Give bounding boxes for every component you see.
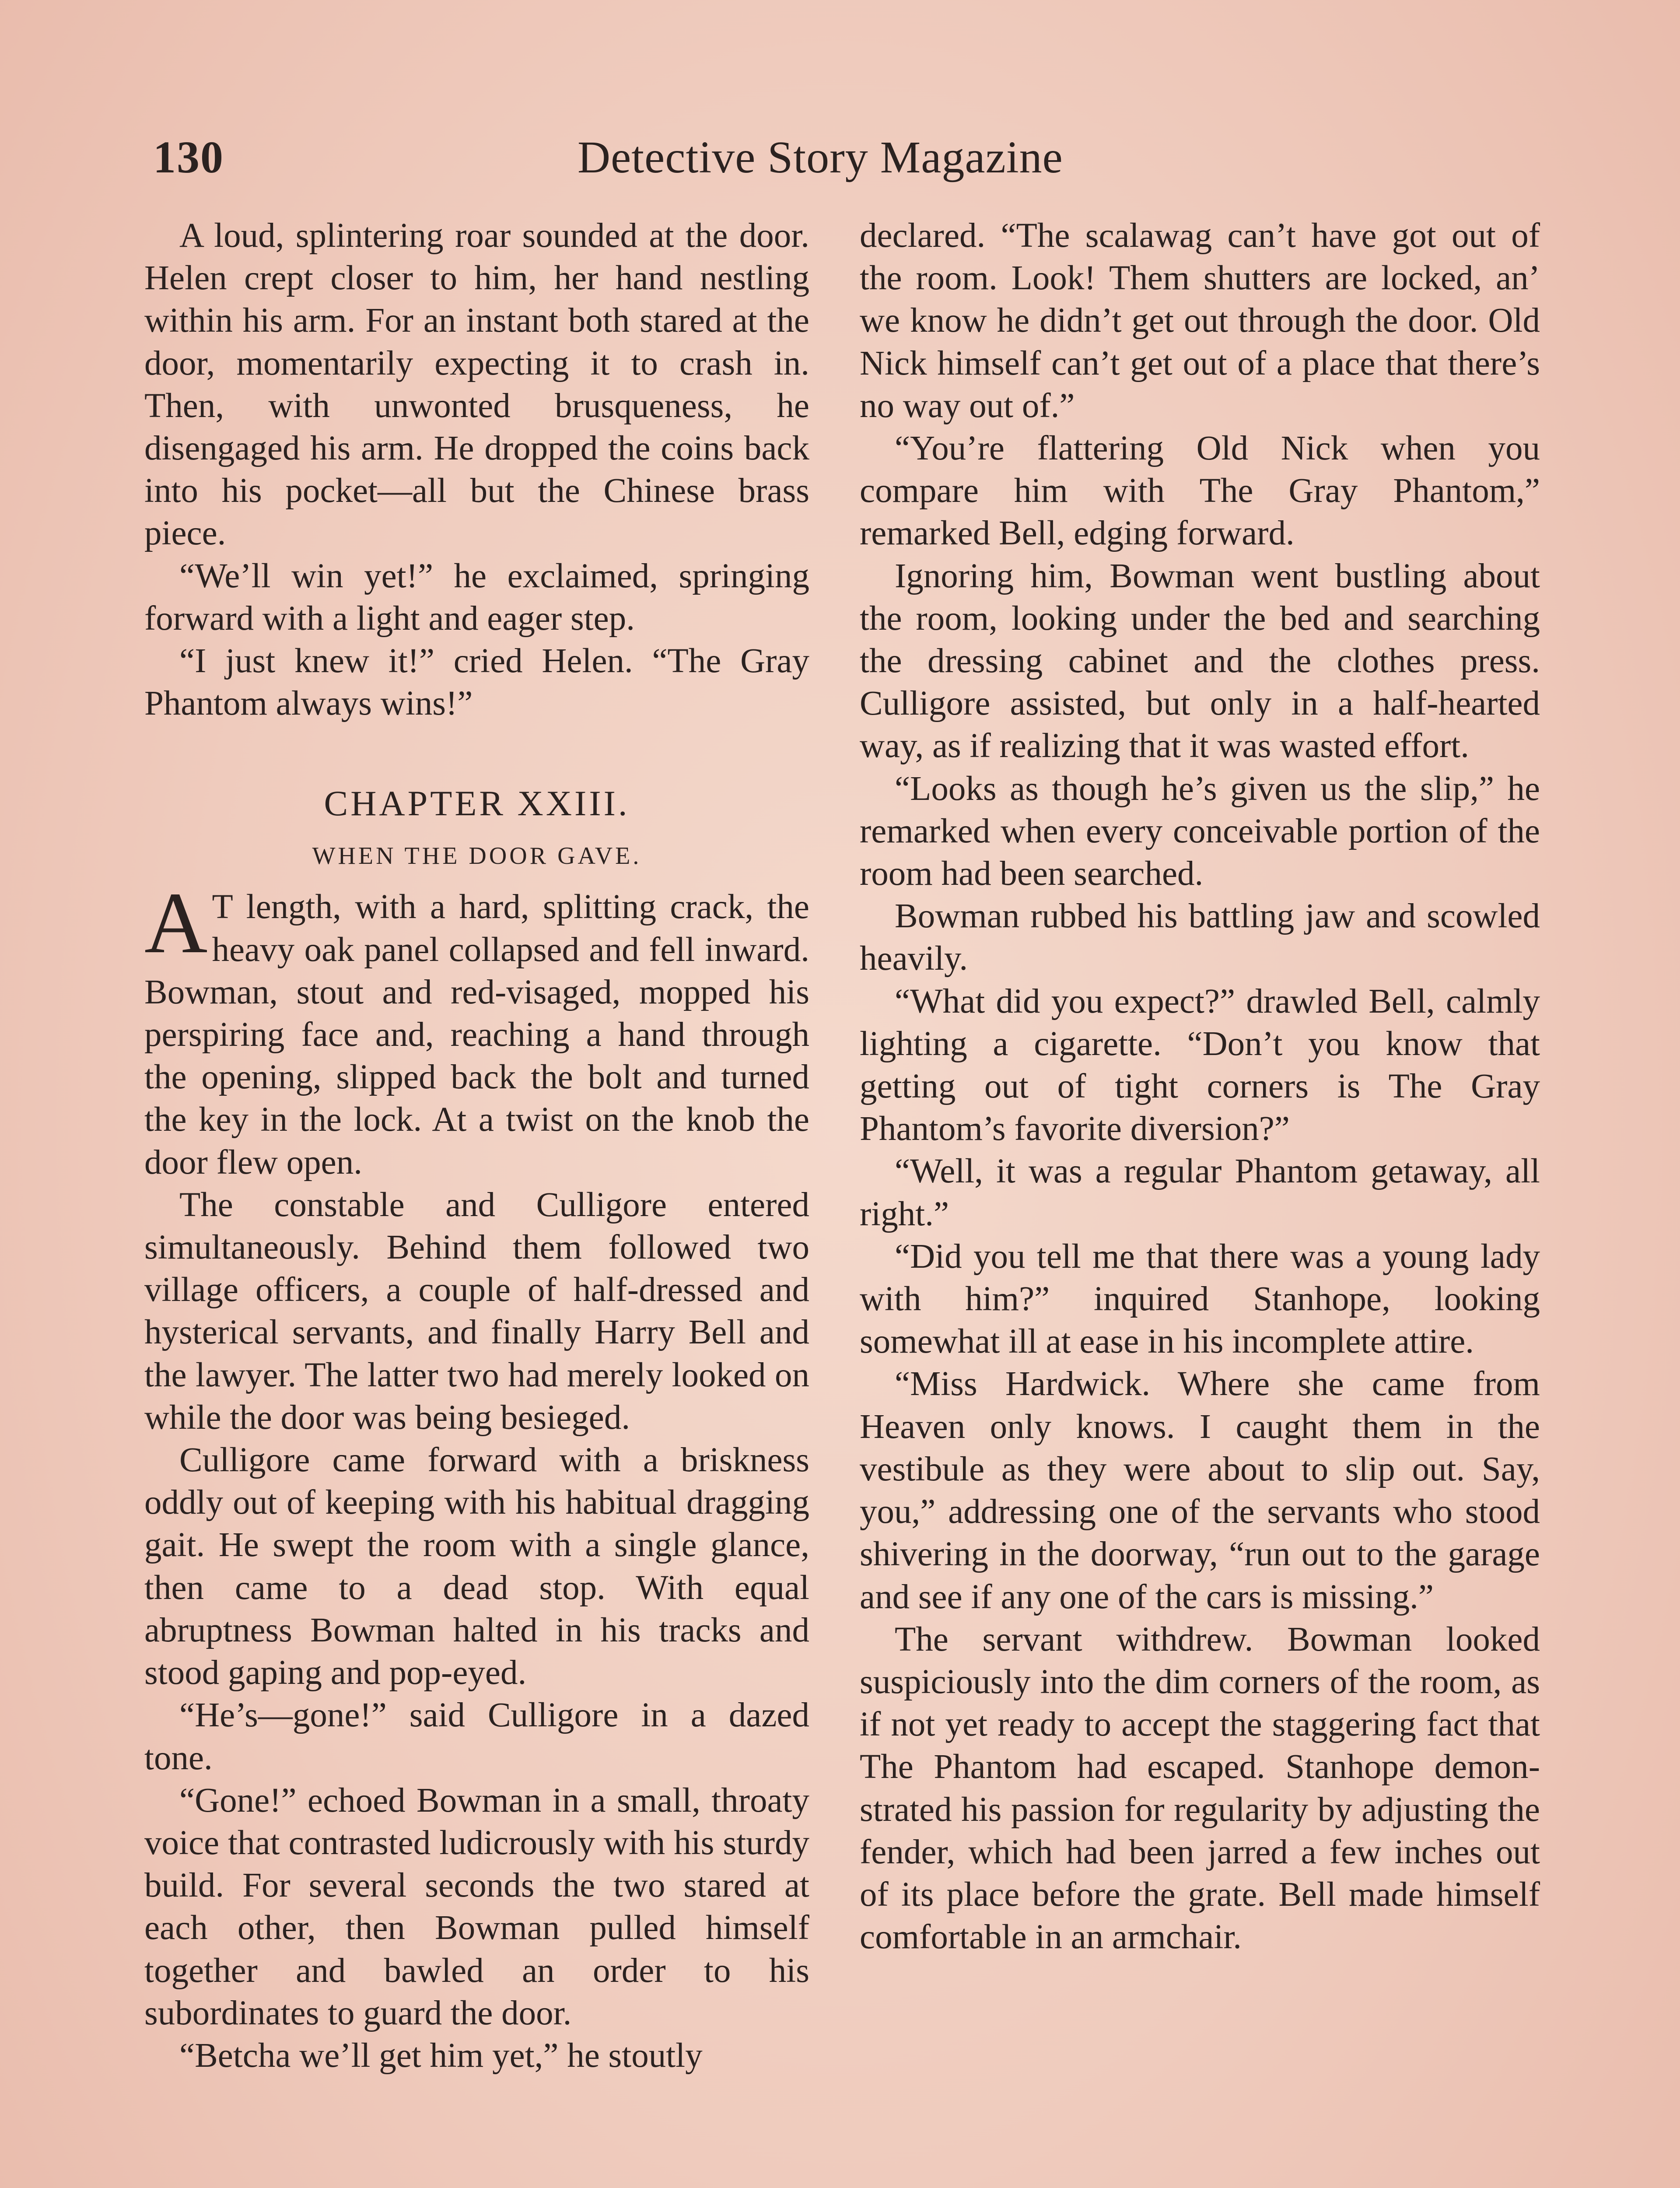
chapter-title: CHAPTER XXIII. [324, 783, 630, 824]
drop-cap: A [144, 875, 208, 972]
left-column [144, 214, 809, 2077]
paragraph: “You’re flattering Old Nick when you compare him with The Gray Phantom,” remarked Bell, edging forward. [860, 429, 1540, 553]
chapter-subtitle: WHEN THE DOOR GAVE. [312, 842, 642, 870]
paragraph: “Betcha we’ll get him yet,” he stoutly [179, 2036, 703, 2075]
paragraph: “He’s—gone!” said Culligore in a dazed tone. [144, 1696, 809, 1777]
chapter-opening-paragraph [144, 875, 809, 1183]
paragraph-text: T length, with a hard, splitting crack, the heavy oak panel collapsed and fell inward. Bowman, stout and red-visaged, mopped his perspiring face and, reaching a hand through the opening, slipped back the bolt and turned the key in the lock. At a twist on the knob the door flew open. [144, 888, 809, 1182]
paragraph: “What did you expect?” drawled Bell, calmly lighting a cigarette. “Don’t you know that getting out of tight corners is The Gray Phantom’s favorite diversion?” [860, 982, 1540, 1148]
paragraph: The servant withdrew. Bowman looked suspiciously into the dim corners of the room, as if not yet ready to accept the staggering fact that The Phantom had escaped. Stanhope demonstrated his passion for regularity by adjusting the fender, which had been jarred a few inches out of its place before the grate. Bell made himself comfortable in an armchair. [860, 1620, 1540, 1957]
running-title: Detective Story Magazine [578, 132, 1063, 182]
paragraph: Culligore came forward with a briskness oddly out of keeping with his habitual dragging gait. He swept the room with a single glance, then came to a dead stop. With equal abruptness Bowman halted in his tracks and stood gaping and pop-eyed. [144, 1441, 809, 1692]
paragraph: “We’ll win yet!” he exclaimed, springing forward with a light and eager step. [144, 557, 809, 638]
paragraph: The constable and Culligore entered simultaneously. Behind them followed two village officers, a couple of half-dressed and hysterical servants, and finally Harry Bell and the lawyer. The latter two had merely looked on while the door was being besieged. [144, 1185, 809, 1437]
paragraph: “Did you tell me that there was a young lady with him?” inquired Stanhope, looking somewhat ill at ease in his incomplete attire. [860, 1237, 1540, 1361]
paragraph: Ignoring him, Bowman went bustling about the room, looking under the bed and searching the dressing cabinet and the clothes press. Culligore assisted, but only in a half-hearted way, as if realizing that it was wasted effort. [860, 557, 1540, 765]
paragraph: “Looks as though he’s given us the slip,” he remarked when every conceivable portion of the room had been searched. [860, 769, 1540, 893]
paragraph: A loud, splintering roar sounded at the door. Helen crept closer to him, her hand nestling within his arm. For an instant both stared at the door, momentarily expecting it to crash in. Then, with unwonted brusqueness, he disengaged his arm. He dropped the coins back into his pocket—all but the Chinese brass piece. [144, 217, 809, 553]
paragraph: “Miss Hardwick. Where she came from Heaven only knows. I caught them in the vestibule as they were about to slip out. Say, you,” addressing one of the servants who stood shivering in the doorway, “run out to the garage and see if any one of the cars is missing.” [860, 1365, 1540, 1616]
paragraph: “Well, it was a regular Phantom getaway, all right.” [860, 1152, 1540, 1233]
paragraph: declared. “The scalawag can’t have got out of the room. Look! Them shutters are locked, an’ we know he didn’t get out through the door. Old Nick himself can’t get out of a place that there’s no way out of.” [860, 217, 1540, 425]
paragraph: Bowman rubbed his battling jaw and scowled heavily. [860, 897, 1540, 978]
paragraph: “I just knew it!” cried Helen. “The Gray Phantom always wins!” [144, 642, 809, 723]
page-header [0, 131, 1680, 193]
paragraph: “Gone!” echoed Bowman in a small, throaty voice that contrasted ludicrously with his sturdy build. For several seconds the two stared at each other, then Bowman pulled himself together and bawled an order to his subordinates to guard the door. [144, 1781, 809, 2032]
page-number: 130 [153, 132, 224, 182]
right-column [860, 214, 1540, 1958]
